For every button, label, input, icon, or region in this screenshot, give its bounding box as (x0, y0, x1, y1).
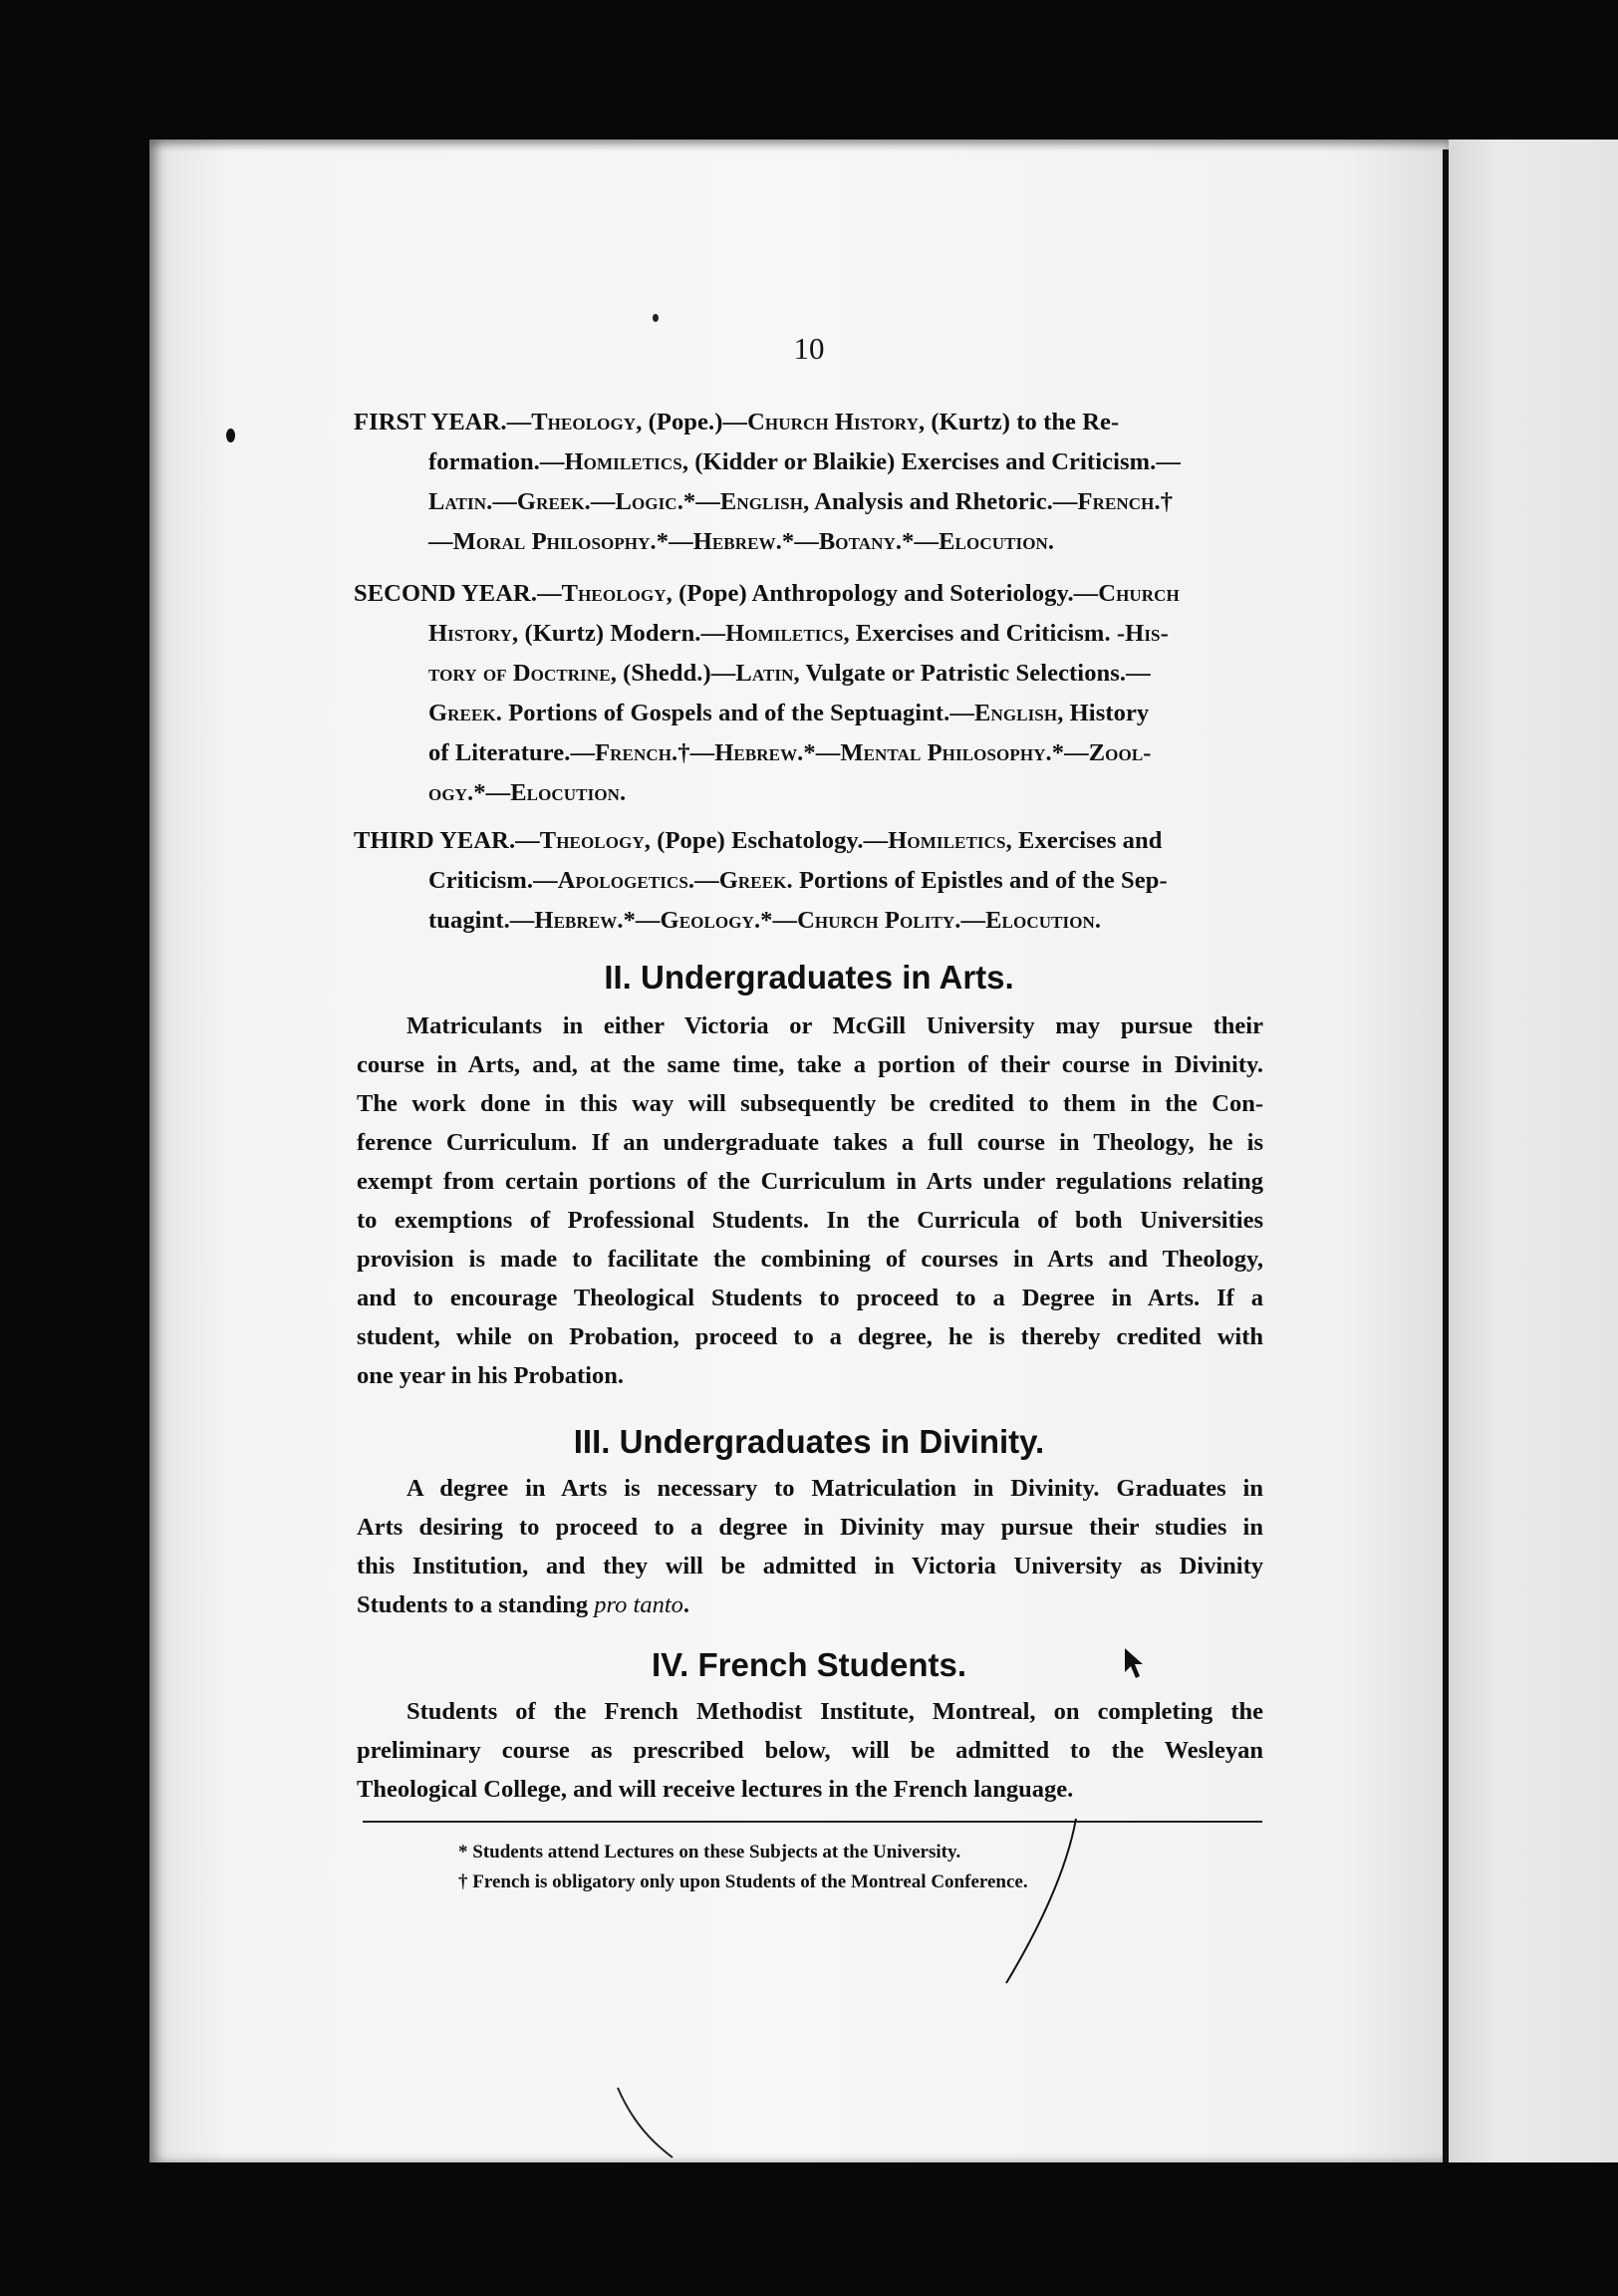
course-text-line: tuagint.—Hebrew.*—Geology.*—Church Polity.—Elocution. (428, 907, 1102, 934)
handwritten-stroke (613, 2083, 682, 2162)
course-text-line: —Moral Philosophy.*—Hebrew.*—Botany.*—Elocution. (428, 528, 1055, 555)
page-number: 10 (793, 331, 825, 366)
paragraph-line: Students of the French Methodist Institute, Montreal, on completing the (406, 1698, 1263, 1725)
footnote-rule (363, 1821, 1262, 1823)
course-text-line: Latin.—Greek.—Logic.*—English, Analysis and Rhetoric.—French.† (428, 488, 1174, 515)
ink-spot (653, 314, 659, 322)
section-heading-arts: II. Undergraduates in Arts. (604, 959, 1014, 996)
handwritten-stroke (996, 1814, 1086, 1993)
paragraph-line: exempt from certain portions of the Curriculum in Arts under regulations relating (357, 1168, 1263, 1195)
course-text-line: SECOND YEAR.—Theology, (Pope) Anthropology and Soteriology.—Church (354, 580, 1180, 607)
paragraph-line: Arts desiring to proceed to a degree in Divinity may pursue their studies in (357, 1514, 1263, 1541)
footnote-dagger: † French is obligatory only upon Students of the Montreal Conference. (458, 1871, 1028, 1892)
paragraph-line: Theological College, and will receive lectures in the French language. (357, 1776, 1074, 1803)
course-text-line: FIRST YEAR.—Theology, (Pope.)—Church History, (Kurtz) to the Re- (354, 409, 1120, 435)
course-text-line: History, (Kurtz) Modern.—Homiletics, Exercises and Criticism. -His- (428, 620, 1169, 647)
course-text-line: of Literature.—French.†—Hebrew.*—Mental Philosophy.*—Zool- (428, 739, 1152, 766)
section-heading-divinity: III. Undergraduates in Divinity. (573, 1423, 1045, 1460)
ink-spot (226, 429, 235, 442)
paragraph-line: The work done in this way will subsequently be credited to them in the Con- (357, 1090, 1263, 1117)
paragraph-line: Matriculants in either Victoria or McGill University may pursue their (406, 1012, 1263, 1039)
paragraph-line: A degree in Arts is necessary to Matriculation in Divinity. Graduates in (406, 1475, 1263, 1502)
paragraph-line: ference Curriculum. If an undergraduate takes a full course in Theology, he is (357, 1129, 1263, 1156)
facing-page-edge (1449, 140, 1618, 2162)
paragraph-line: Students to a standing pro tanto. (357, 1591, 690, 1618)
page-fold-line (1443, 149, 1449, 2162)
paragraph-line: to exemptions of Professional Students. In the Curricula of both Universities (357, 1207, 1263, 1234)
course-text-line: tory of Doctrine, (Shedd.)—Latin, Vulgate or Patristic Selections.— (428, 660, 1151, 687)
italic-phrase: pro tanto (588, 1591, 683, 1618)
paragraph-line: and to encourage Theological Students to proceed to a Degree in Arts. If a (357, 1285, 1263, 1311)
footnote-asterisk: * Students attend Lectures on these Subjects at the University. (458, 1842, 961, 1863)
paragraph-line: preliminary course as prescribed below, will be admitted to the Wesleyan (357, 1737, 1263, 1764)
cursor-icon (1121, 1646, 1151, 1682)
course-text-line: formation.—Homiletics, (Kidder or Blaikie) Exercises and Criticism.— (428, 448, 1181, 475)
course-text-line: THIRD YEAR.—Theology, (Pope) Eschatology.—Homiletics, Exercises and (354, 827, 1163, 854)
course-text-line: Greek. Portions of Gospels and of the Septuagint.—English, History (428, 700, 1150, 726)
paragraph-line: course in Arts, and, at the same time, take a portion of their course in Divinity. (357, 1051, 1263, 1078)
section-heading-french: IV. French Students. (651, 1646, 966, 1683)
course-text-line: ogy.*—Elocution. (428, 779, 627, 806)
paragraph-line: this Institution, and they will be admitted in Victoria University as Divinity (357, 1553, 1263, 1579)
course-text-line: Criticism.—Apologetics.—Greek. Portions of Epistles and of the Sep- (428, 867, 1168, 894)
paragraph-line: provision is made to facilitate the combining of courses in Arts and Theology, (357, 1246, 1263, 1273)
paragraph-line: student, while on Probation, proceed to a degree, he is thereby credited with (357, 1323, 1263, 1350)
paragraph-line: one year in his Probation. (357, 1362, 624, 1389)
